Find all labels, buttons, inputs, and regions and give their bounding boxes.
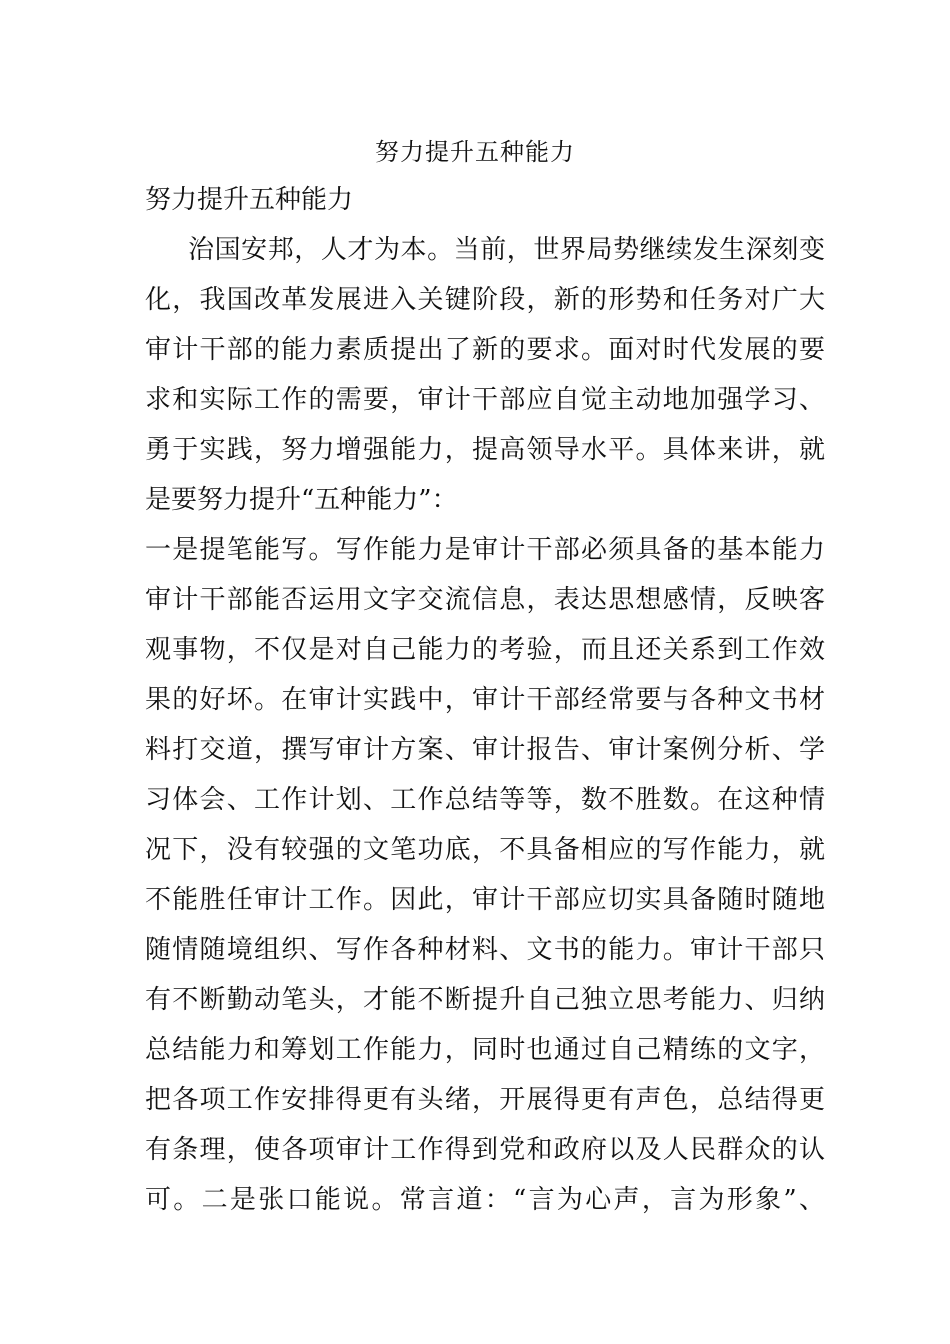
paragraph-line: 随情随境组织、写作各种材料、文书的能力。审计干部只 — [145, 935, 825, 965]
paragraph-line: 勇于实践，努力增强能力，提高领导水平。具体来讲，就 — [145, 435, 825, 465]
paragraph-line: 是要努力提升“五种能力”： — [145, 485, 458, 515]
paragraph-line: 习体会、工作计划、工作总结等等，数不胜数。在这种情 — [145, 785, 825, 815]
paragraph-line: 把各项工作安排得更有头绪，开展得更有声色，总结得更 — [145, 1085, 825, 1115]
paragraph-line: 求和实际工作的需要，审计干部应自觉主动地加强学习、 — [145, 385, 825, 415]
paragraph-line: 观事物，不仅是对自己能力的考验，而且还关系到工作效 — [145, 635, 825, 665]
document-title: 努力提升五种能力 — [375, 138, 575, 166]
paragraph-line: 总结能力和筹划工作能力，同时也通过自己精练的文字， — [145, 1035, 825, 1065]
paragraph-line: 一是提笔能写。写作能力是审计干部必须具备的基本能力 — [145, 535, 825, 565]
paragraph-line: 审计干部的能力素质提出了新的要求。面对时代发展的要 — [145, 335, 825, 365]
paragraph-line: 果的好坏。在审计实践中，审计干部经常要与各种文书材 — [145, 685, 825, 715]
paragraph-line: 不能胜任审计工作。因此，审计干部应切实具备随时随地 — [145, 885, 825, 915]
paragraph-line: 况下，没有较强的文笔功底，不具备相应的写作能力，就 — [145, 835, 825, 865]
paragraph-line: 审计干部能否运用文字交流信息，表达思想感情，反映客 — [145, 585, 825, 615]
paragraph-line: 有不断勤动笔头，才能不断提升自己独立思考能力、归纳 — [145, 985, 825, 1015]
paragraph-line: 可。二是张口能说。常言道：“言为心声，言为形象”、 — [145, 1185, 825, 1215]
paragraph-line: 化，我国改革发展进入关键阶段，新的形势和任务对广大 — [145, 285, 825, 315]
paragraph-line: 治国安邦，人才为本。当前，世界局势继续发生深刻变 — [188, 235, 825, 265]
subtitle-line: 努力提升五种能力 — [145, 185, 354, 215]
paragraph-line: 料打交道，撰写审计方案、审计报告、审计案例分析、学 — [145, 735, 825, 765]
paragraph-line: 有条理，使各项审计工作得到党和政府以及人民群众的认 — [145, 1135, 825, 1165]
